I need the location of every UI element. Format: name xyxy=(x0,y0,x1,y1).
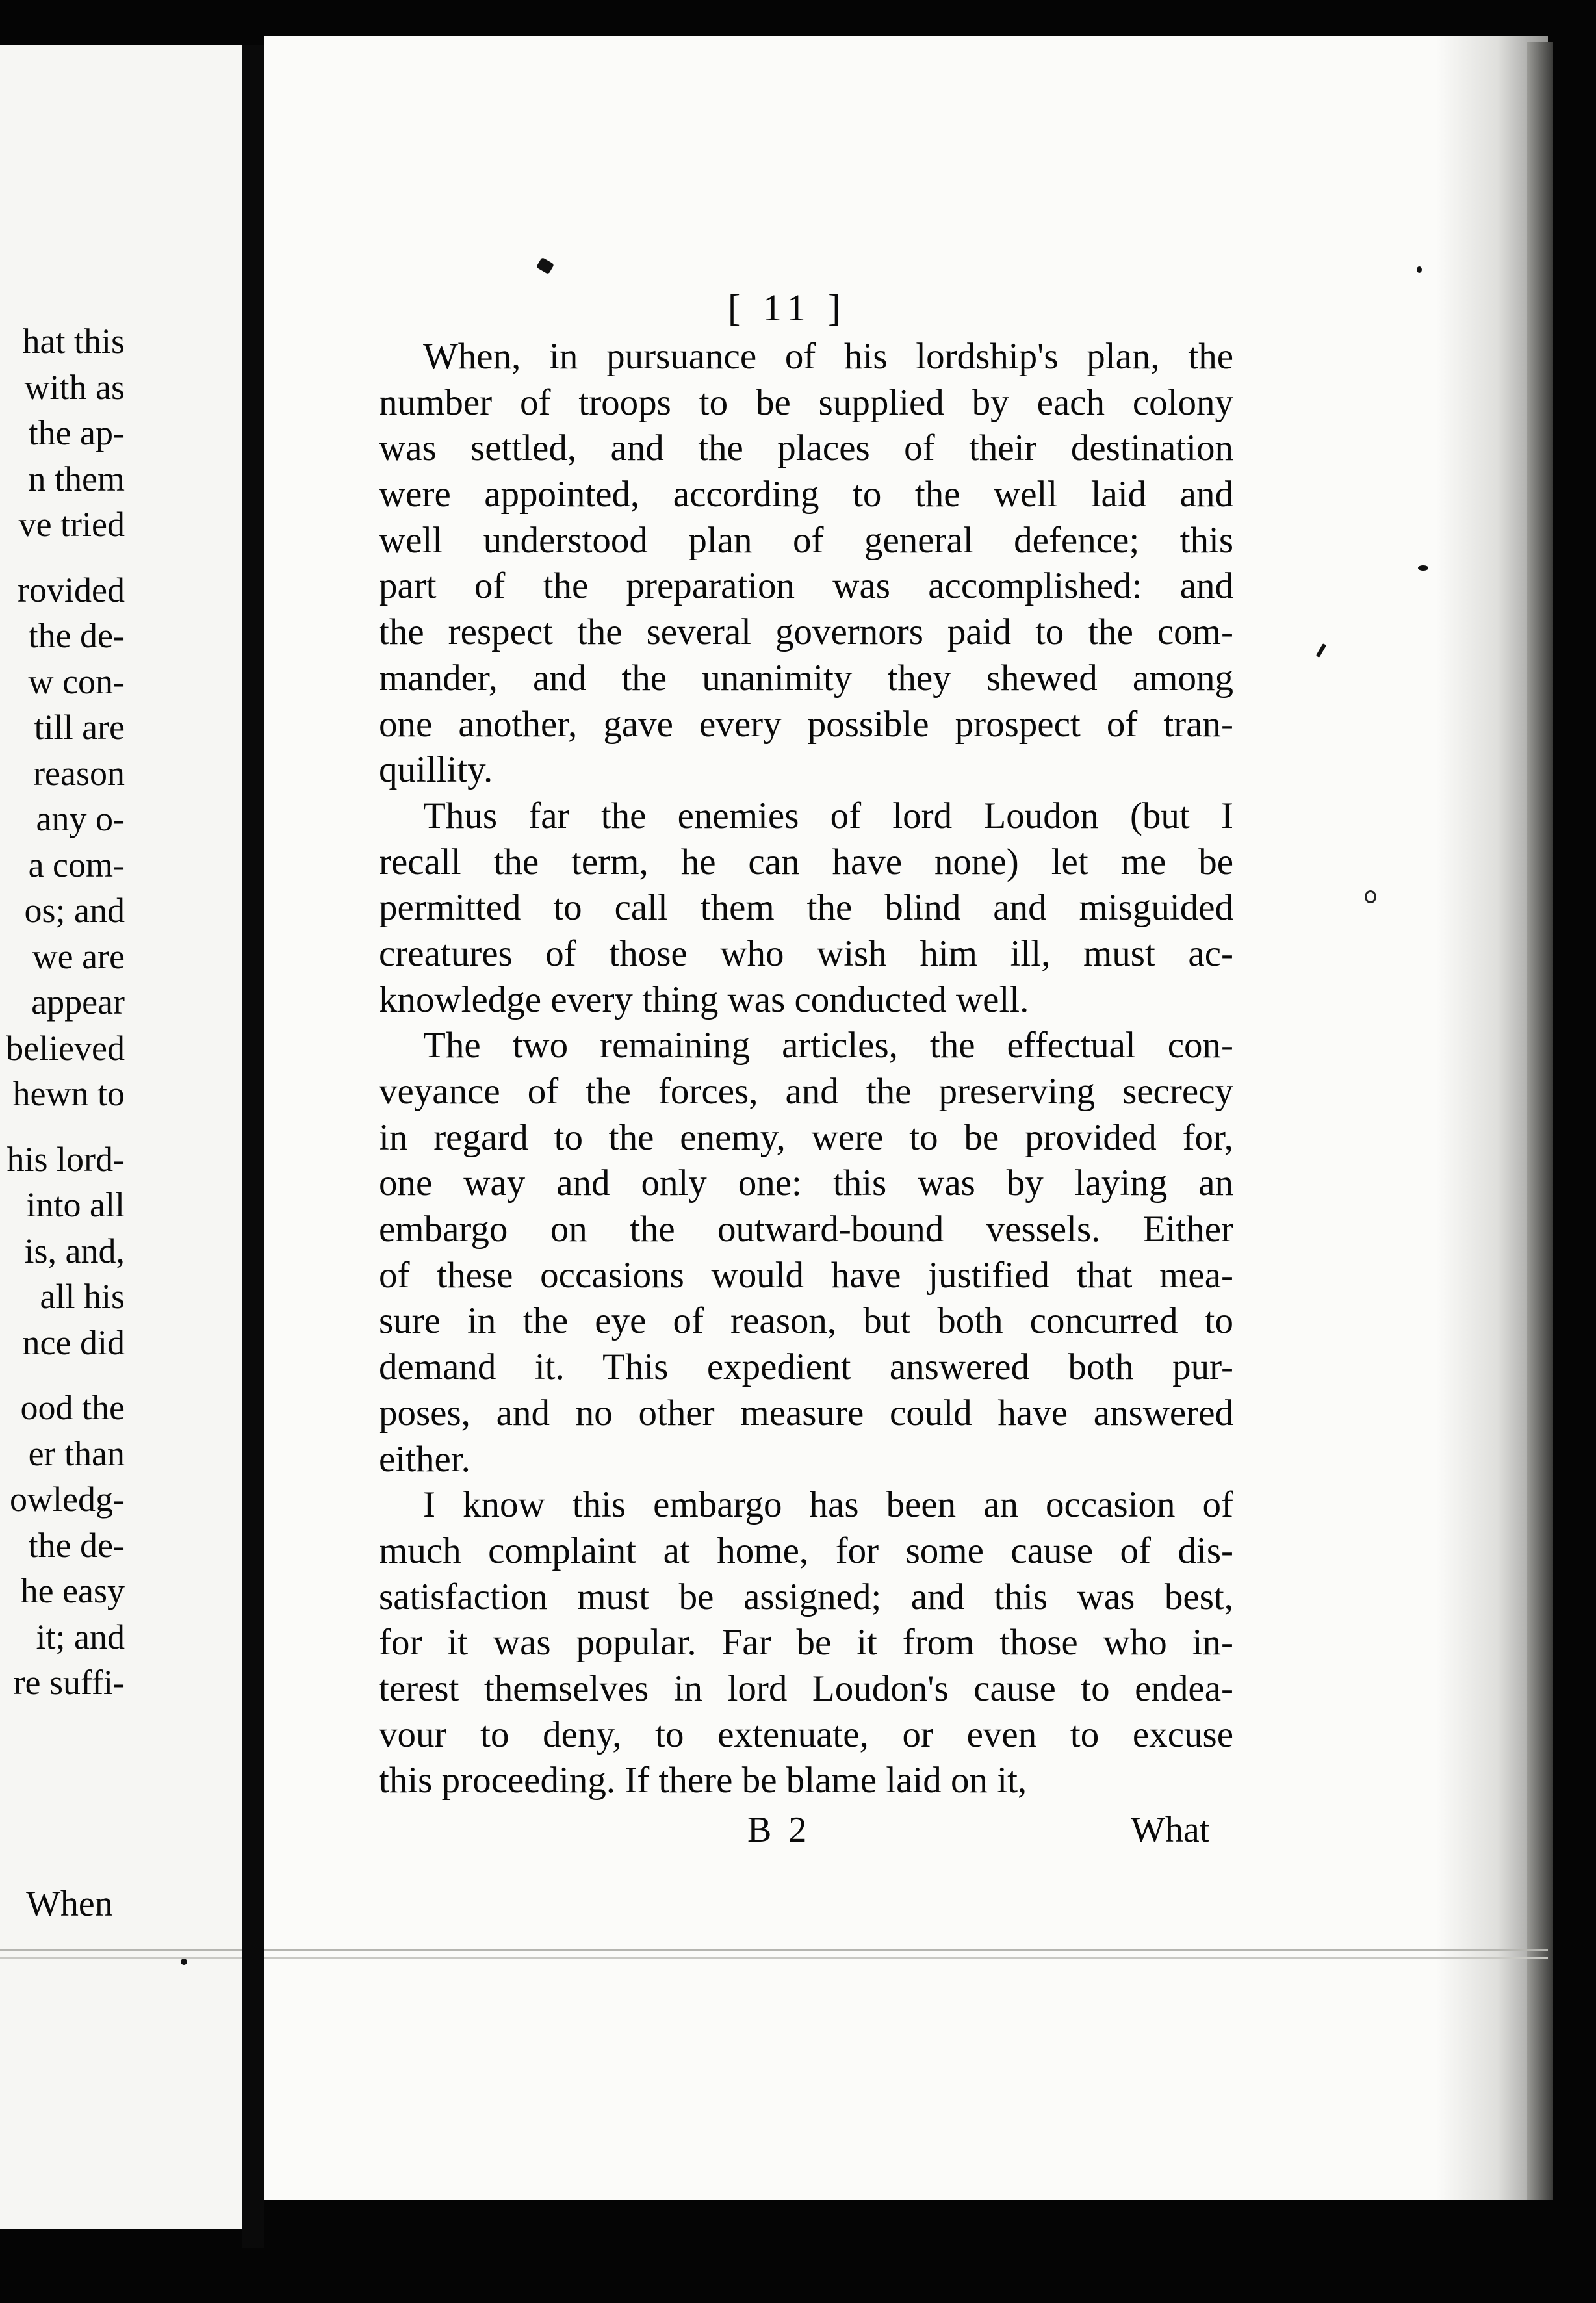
text-line: recall the term, he can have none) let me be xyxy=(379,841,1233,882)
text-line: number of troops to be supplied by each colony xyxy=(379,381,1233,423)
left-page-line: believed xyxy=(6,1028,125,1068)
left-page-line: appear xyxy=(31,983,125,1022)
body-text xyxy=(379,334,1233,1804)
text-line: were appointed, according to the well laid and xyxy=(379,474,1233,515)
left-bottom-rule xyxy=(0,1949,242,1959)
text-line: knowledge every thing was conducted well. xyxy=(379,979,1029,1020)
text-line: this proceeding. If there be blame laid on it, xyxy=(379,1760,1027,1801)
text-line: quillity. xyxy=(379,749,493,791)
page-number: [ 11 ] xyxy=(728,287,847,329)
left-page-line: reason xyxy=(33,753,125,793)
left-page-line: a com- xyxy=(28,845,125,884)
page-edge-strip xyxy=(1527,42,1553,2200)
left-page-line: he easy xyxy=(20,1571,125,1610)
left-page-line: er than xyxy=(28,1434,125,1473)
text-line: much complaint at home, for some cause of dis- xyxy=(379,1530,1233,1571)
paragraph xyxy=(379,793,1233,1023)
left-page-line: re suffi- xyxy=(13,1663,125,1702)
left-page-line: ve tried xyxy=(18,505,125,544)
left-page-line: os; and xyxy=(24,891,125,930)
left-page-line: rovided xyxy=(18,570,125,610)
text-line: satisfaction must be assigned; and this was best, xyxy=(379,1576,1233,1617)
book-gutter xyxy=(242,45,264,2248)
text-line: in regard to the enemy, were to be provided for, xyxy=(379,1116,1233,1158)
text-line: Thus far the enemies of lord Loudon (but I xyxy=(423,795,1233,836)
left-page xyxy=(0,45,242,2229)
paragraph xyxy=(379,1023,1233,1482)
signature-mark: B 2 xyxy=(747,1810,811,1850)
catchword: What xyxy=(1131,1810,1210,1850)
bottom-rule xyxy=(264,1949,1548,1959)
text-line: well understood plan of general defence; this xyxy=(379,519,1233,561)
text-line: When, in pursuance of his lordship's plan, the xyxy=(423,336,1233,377)
paragraph xyxy=(379,1482,1233,1804)
left-page-line: the ap- xyxy=(28,413,125,452)
left-page-line: is, and, xyxy=(24,1231,125,1270)
text-line: either. xyxy=(379,1438,470,1480)
left-page-line: the de- xyxy=(28,1525,125,1565)
left-catchword: When xyxy=(26,1884,113,1924)
left-page-line: nce did xyxy=(22,1322,125,1362)
left-page-line: hewn to xyxy=(12,1074,125,1113)
left-page-line: hat this xyxy=(22,322,125,361)
scan-speck xyxy=(181,1959,187,1965)
left-page-line: we are xyxy=(32,936,125,976)
left-page-line xyxy=(0,548,125,567)
text-line: vour to deny, to extenuate, or even to excuse xyxy=(379,1714,1233,1755)
left-page-text xyxy=(0,318,125,1706)
left-page-line: any o- xyxy=(36,799,125,838)
paragraph xyxy=(379,334,1233,793)
text-line: embargo on the outward-bound vessels. Either xyxy=(379,1209,1233,1250)
left-page-line: all his xyxy=(40,1277,125,1316)
left-page-line: till are xyxy=(34,708,125,747)
left-page-line: the de- xyxy=(28,616,125,655)
text-line: sure in the eye of reason, but both concurred to xyxy=(379,1300,1233,1342)
text-line: mander, and the unanimity they shewed among xyxy=(379,657,1233,699)
text-line: terest themselves in lord Loudon's cause to endea- xyxy=(379,1667,1233,1709)
scan-speck xyxy=(1417,266,1422,273)
scan-speck xyxy=(1418,565,1428,571)
left-page-line: it; and xyxy=(36,1617,125,1656)
left-page-line: his lord- xyxy=(6,1139,125,1179)
text-line: I know this embargo has been an occasion of xyxy=(423,1484,1233,1526)
text-line: for it was popular. Far be it from those who in- xyxy=(379,1622,1233,1664)
left-page-line: ood the xyxy=(20,1388,125,1427)
left-page-line: n them xyxy=(28,459,125,498)
left-page-line xyxy=(0,1365,125,1385)
left-page-line: with as xyxy=(24,367,125,407)
scan-speck xyxy=(1365,890,1376,903)
text-line: creatures of those who wish him ill, must ac- xyxy=(379,933,1233,974)
text-line: permitted to call them the blind and misguided xyxy=(379,887,1233,929)
text-line: one way and only one: this was by laying an xyxy=(379,1163,1233,1204)
text-line: was settled, and the places of their destination xyxy=(379,428,1233,469)
text-line: The two remaining articles, the effectual con- xyxy=(423,1025,1233,1066)
left-page-line xyxy=(0,1117,125,1137)
text-line: veyance of the forces, and the preserving secrecy xyxy=(379,1071,1233,1112)
left-page-line: into all xyxy=(26,1185,125,1224)
text-line: the respect the several governors paid to the com- xyxy=(379,611,1233,653)
text-line: demand it. This expedient answered both pur- xyxy=(379,1346,1233,1388)
text-line: one another, gave every possible prospect of tran- xyxy=(379,703,1233,745)
text-line: poses, and no other measure could have answered xyxy=(379,1392,1233,1434)
left-page-line: owledg- xyxy=(10,1480,125,1519)
text-line: of these occasions would have justified that mea- xyxy=(379,1254,1233,1296)
text-line: part of the preparation was accomplished: and xyxy=(379,565,1233,607)
left-page-line: w con- xyxy=(28,662,125,701)
